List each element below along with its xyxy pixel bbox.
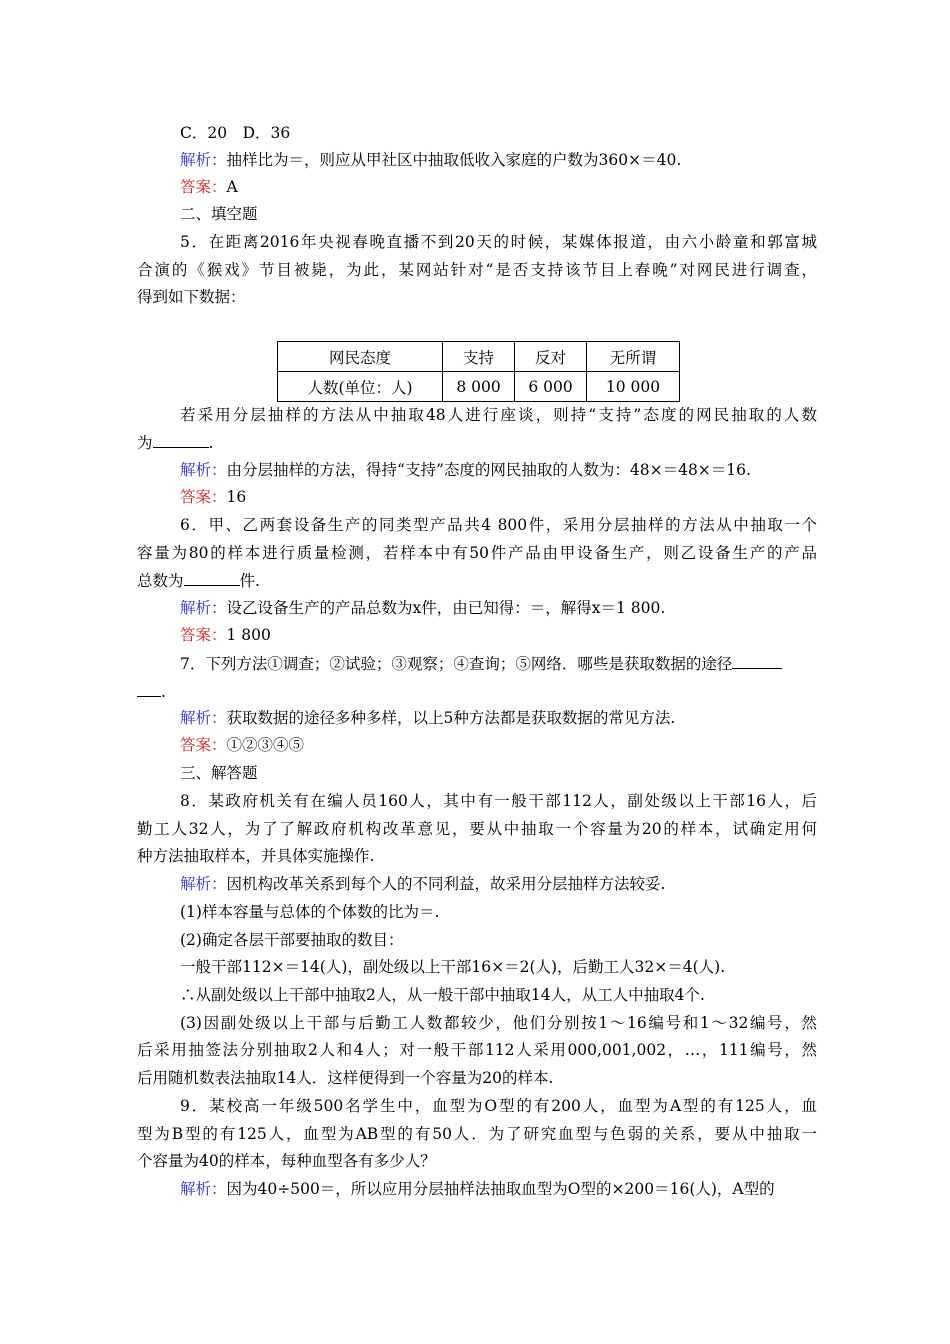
q5-question-text: 为	[137, 434, 153, 452]
q8-step-line: 后用随机数表法抽取14人．这样便得到一个容量为20的样本.	[137, 1069, 554, 1087]
q8-step-line: 一般干部112×＝14(人)，副处级以上干部16×＝2(人)，后勤工人32×＝4(人).	[180, 958, 726, 976]
q9-analysis	[180, 1179, 817, 1199]
table-cell: 反对	[515, 342, 587, 372]
q6-text-line	[137, 570, 817, 590]
q5-answer	[180, 487, 817, 507]
section-heading-fill-in: 二、填空题	[180, 205, 258, 223]
analysis-label: 解析：	[180, 1180, 227, 1198]
q7-question-text: 7．下列方法①调查；②试验；③观察；④查询；⑤网络．哪些是获取数据的途径	[180, 655, 733, 673]
analysis-text: 因机构改革关系到每个人的不同利益，故采用分层抽样方法较妥.	[226, 875, 666, 893]
q8-text-line: 种方法抽取样本，并具体实施操作.	[137, 847, 375, 865]
table-cell: 10 000	[587, 372, 680, 402]
table-row	[278, 372, 680, 402]
q8-text-line: 勤工人32人，为了了解政府机构改革意见，要从中抽取一个容量为20的样本，试确定用何	[137, 820, 817, 838]
answer-blank	[184, 570, 240, 586]
analysis-label: 解析：	[180, 709, 227, 727]
q7-text-line	[137, 681, 817, 701]
q7-text-line	[180, 653, 817, 673]
q8-step-line: ∴从副处级以上干部中抽取2人，从一般干部中抽取14人，从工人中抽取4个.	[180, 986, 705, 1004]
q8-step-line: (3)因副处级以上干部与后勤工人数都较少，他们分别按1～16编号和1～32编号，然	[180, 1014, 817, 1032]
analysis-text: 设乙设备生产的产品总数为x件，由已知得：＝，解得x＝1 800.	[226, 599, 666, 617]
analysis-label: 解析：	[180, 151, 227, 169]
q8-step-line: (2)确定各层干部要抽取的数目：	[180, 931, 404, 949]
q6-answer	[180, 625, 817, 645]
options-c-d: C．20 D．36	[180, 124, 291, 142]
answer-blank	[153, 432, 209, 448]
q5-text-line: 合演的《猴戏》节目被毙，为此，某网站针对“是否支持该节目上春晚”对网民进行调查，	[137, 261, 817, 279]
q6-text-line: 容量为80的样本进行质量检测，若样本中有50件产品由甲设备生产，则乙设备生产的产品	[137, 544, 817, 562]
q8-step-line: (1)样本容量与总体的个体数的比为＝.	[180, 903, 440, 921]
table-cell: 无所谓	[587, 342, 680, 372]
q7-question-text: .	[161, 683, 166, 701]
q5-question-line	[137, 432, 817, 452]
q9-text-line: 型为B型的有125人，血型为AB型的有50人．为了研究血型与色弱的关系，要从中抽取一	[137, 1125, 817, 1143]
answer-text: ①②③④⑤	[226, 736, 305, 754]
section-heading-solutions: 三、解答题	[180, 764, 258, 782]
answer-label: 答案：	[180, 488, 227, 506]
table-cell: 8 000	[443, 372, 515, 402]
answer-label: 答案：	[180, 736, 227, 754]
table-header-row	[278, 342, 680, 372]
analysis-text: 获取数据的途径多种多样，以上5种方法都是获取数据的常见方法.	[226, 709, 676, 727]
q8-text-line: 8．某政府机关有在编人员160人，其中有一般干部112人，副处级以上干部16人，后	[180, 792, 817, 810]
q9-text-line: 个容量为40的样本，每种血型各有多少人？	[137, 1152, 436, 1170]
answer-label: 答案：	[180, 178, 227, 196]
table-cell: 6 000	[515, 372, 587, 402]
q5-analysis	[180, 460, 817, 480]
q4-answer	[180, 177, 817, 197]
q4-analysis	[180, 150, 817, 170]
answer-text: 1 800	[226, 626, 271, 644]
table-cell: 支持	[443, 342, 515, 372]
table-cell: 网民态度	[278, 342, 443, 372]
q6-question-text: 总数为	[137, 572, 184, 590]
q6-question-text: 件.	[239, 572, 260, 590]
answer-blank	[137, 681, 161, 697]
answer-blank	[732, 653, 782, 669]
q8-analysis	[180, 874, 817, 894]
survey-table	[277, 341, 680, 402]
q5-question-line: 若采用分层抽样的方法从中抽取48人进行座谈，则持“支持”态度的网民抽取的人数	[180, 406, 817, 424]
analysis-label: 解析：	[180, 599, 227, 617]
answer-text: A	[226, 178, 238, 196]
q7-answer	[180, 735, 817, 755]
q6-text-line: 6．甲、乙两套设备生产的同类型产品共4 800件，采用分层抽样的方法从中抽取一个	[180, 516, 817, 534]
q8-step-line: 后采用抽签法分别抽取2人和4人；对一般干部112人采用000,001,002，…，111编号，然	[137, 1041, 817, 1059]
analysis-label: 解析：	[180, 461, 227, 479]
q6-analysis	[180, 598, 817, 618]
answer-text: 16	[226, 488, 247, 506]
q9-text-line: 9．某校高一年级500名学生中，血型为O型的有200人，血型为A型的有125人，血	[180, 1097, 817, 1115]
q5-text-line: 5．在距离2016年央视春晚直播不到20天的时候，某媒体报道，由六小龄童和郭富城	[180, 233, 817, 251]
q7-analysis	[180, 708, 817, 728]
analysis-text: 由分层抽样的方法，得持“支持”态度的网民抽取的人数为：48×＝48×＝16.	[226, 461, 751, 479]
analysis-label: 解析：	[180, 875, 227, 893]
q5-text-line: 得到如下数据：	[137, 288, 246, 306]
answer-label: 答案：	[180, 626, 227, 644]
analysis-text: 因为40÷500＝，所以应用分层抽样法抽取血型为O型的×200＝16(人)，A型的	[226, 1180, 775, 1198]
analysis-text: 抽样比为＝，则应从甲社区中抽取低收入家庭的户数为360×＝40.	[226, 151, 682, 169]
table-cell: 人数(单位：人)	[278, 372, 443, 402]
q5-question-text: .	[208, 434, 214, 452]
